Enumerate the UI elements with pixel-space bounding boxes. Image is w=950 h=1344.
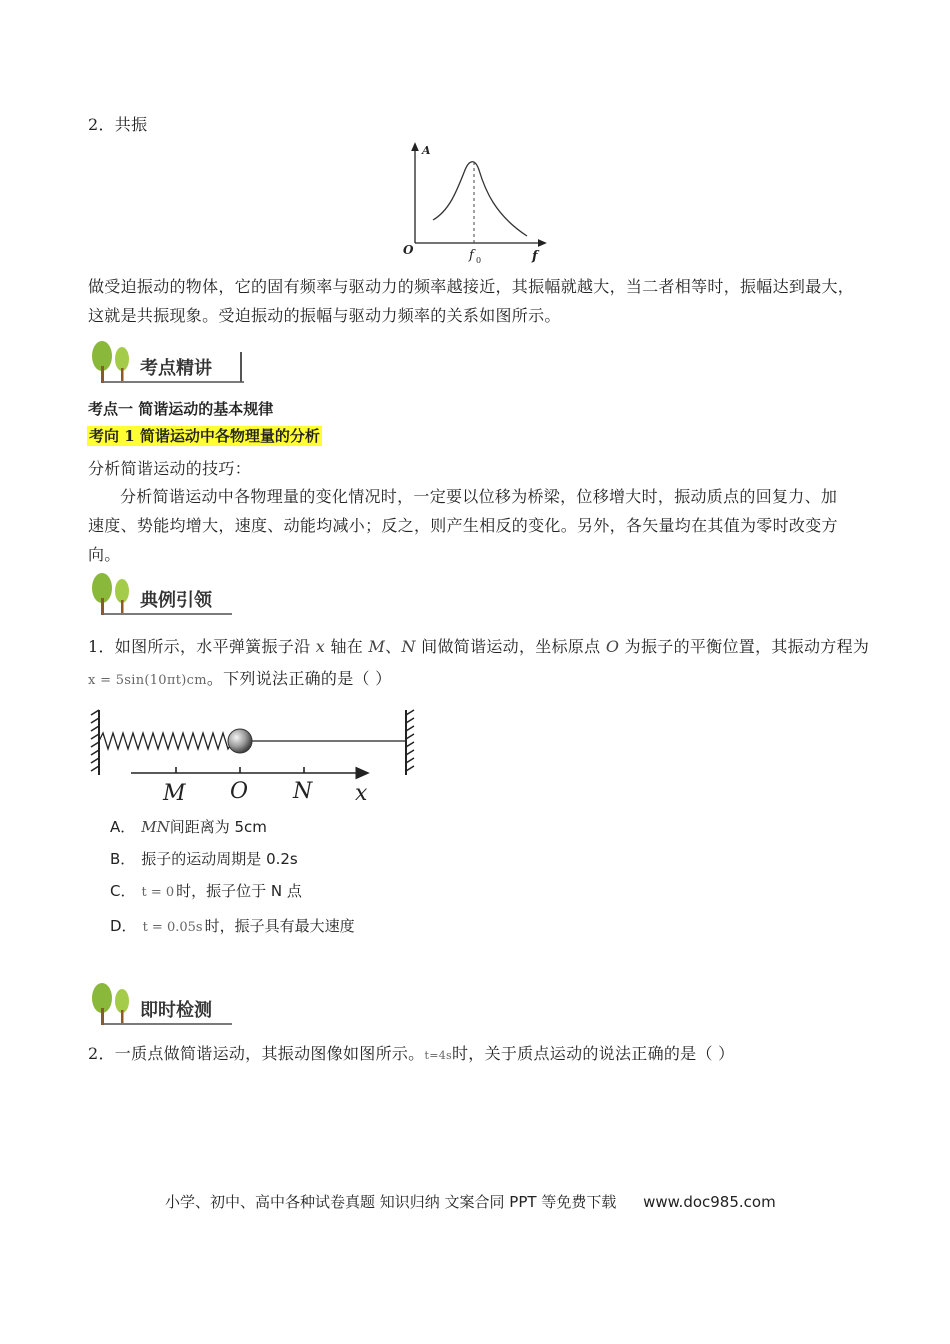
footer-text: 小学、初中、高中各种试卷真题 知识归纳 文案合同 PPT 等免费下载 bbox=[165, 1193, 617, 1211]
x-axis-label: f bbox=[532, 249, 538, 264]
origin-label: O bbox=[403, 243, 414, 257]
section-number: 2． bbox=[88, 115, 115, 134]
skill-title: 分析简谐运动的技巧： bbox=[88, 459, 252, 478]
tree-icon bbox=[90, 572, 134, 616]
resonance-paragraph bbox=[88, 272, 888, 330]
kaodian-title: 考点一 简谐运动的基本规律 bbox=[88, 400, 274, 418]
badge-underline bbox=[104, 381, 244, 383]
question1-line1: 1．如图所示，水平弹簧振子沿 x 轴在 M、N 间做简谐运动，坐标原点 O 为振子的平衡位置，其振动方程为 bbox=[88, 637, 870, 656]
option-a[interactable]: A． MN间距离为 5cm bbox=[110, 818, 267, 836]
spring bbox=[99, 733, 238, 749]
skill-paragraph bbox=[88, 482, 878, 569]
label-x: x bbox=[355, 781, 368, 805]
footer-link[interactable]: www.doc985.com bbox=[643, 1193, 776, 1211]
label-O: O bbox=[230, 779, 249, 804]
label-N: N bbox=[293, 779, 313, 804]
badge-kaodian bbox=[90, 340, 212, 384]
peak-label-subscript: 0 bbox=[476, 256, 482, 265]
spring-oscillator-figure bbox=[85, 705, 425, 805]
paragraph-line: 做受迫振动的物体，它的固有频率与驱动力的频率越接近，其振幅就越大，当二者相等时，振幅达到最大， bbox=[88, 277, 855, 296]
badge-label: 典例引领 bbox=[140, 590, 212, 611]
paragraph-line: 速度、势能均增大，速度、动能均减小；反之，则产生相反的变化。另外，各矢量均在其值为零时改变方 bbox=[88, 516, 838, 535]
section-heading-2 bbox=[88, 110, 147, 139]
direction-heading bbox=[87, 425, 322, 446]
oscillator-ball bbox=[228, 729, 252, 753]
option-b[interactable]: B． 振子的运动周期是 0.2s bbox=[110, 850, 298, 868]
badge-label: 即时检测 bbox=[140, 1000, 212, 1021]
text-cursor bbox=[240, 352, 242, 382]
badge-underline bbox=[104, 1023, 232, 1025]
paragraph-line: 分析简谐运动中各物理量的变化情况时，一定要以位移为桥梁，位移增大时，振动质点的回复力、加 bbox=[120, 487, 838, 506]
footer bbox=[165, 1191, 776, 1212]
question2-math: t=4s bbox=[424, 1049, 452, 1062]
question2: 2．一质点做简谐运动，其振动图像如图所示。t=4s时，关于质点运动的说法正确的是（ ） bbox=[88, 1044, 735, 1063]
badge-dianli bbox=[90, 572, 212, 616]
tree-icon bbox=[90, 982, 134, 1026]
badge-jishi bbox=[90, 982, 212, 1026]
badge-underline bbox=[104, 613, 232, 615]
label-M: M bbox=[163, 781, 186, 805]
tree-icon bbox=[90, 340, 134, 384]
option-d[interactable]: D． t = 0.05s 时，振子具有最大速度 bbox=[110, 917, 355, 935]
resonance-curve-figure bbox=[395, 140, 555, 265]
peak-label: f bbox=[469, 248, 474, 263]
y-axis-label: A bbox=[422, 144, 431, 157]
question1-line2: x = 5sin(10πt)cm。下列说法正确的是（ ） bbox=[88, 669, 392, 688]
paragraph-line: 向。 bbox=[88, 545, 121, 564]
right-wall-hatch bbox=[406, 710, 414, 771]
badge-label: 考点精讲 bbox=[140, 358, 212, 379]
equation: x = 5sin(10πt)cm bbox=[88, 673, 207, 688]
option-c[interactable]: C． t = 0 时，振子位于 N 点 bbox=[110, 882, 302, 900]
left-wall-hatch bbox=[91, 710, 99, 771]
section-title: 共振 bbox=[114, 115, 148, 134]
resonance-curve bbox=[433, 162, 527, 236]
highlighted-direction: 考向 1 简谐运动中各物理量的分析 bbox=[89, 427, 320, 445]
paragraph-line: 这就是共振现象。受迫振动的振幅与驱动力频率的关系如图所示。 bbox=[88, 306, 561, 325]
